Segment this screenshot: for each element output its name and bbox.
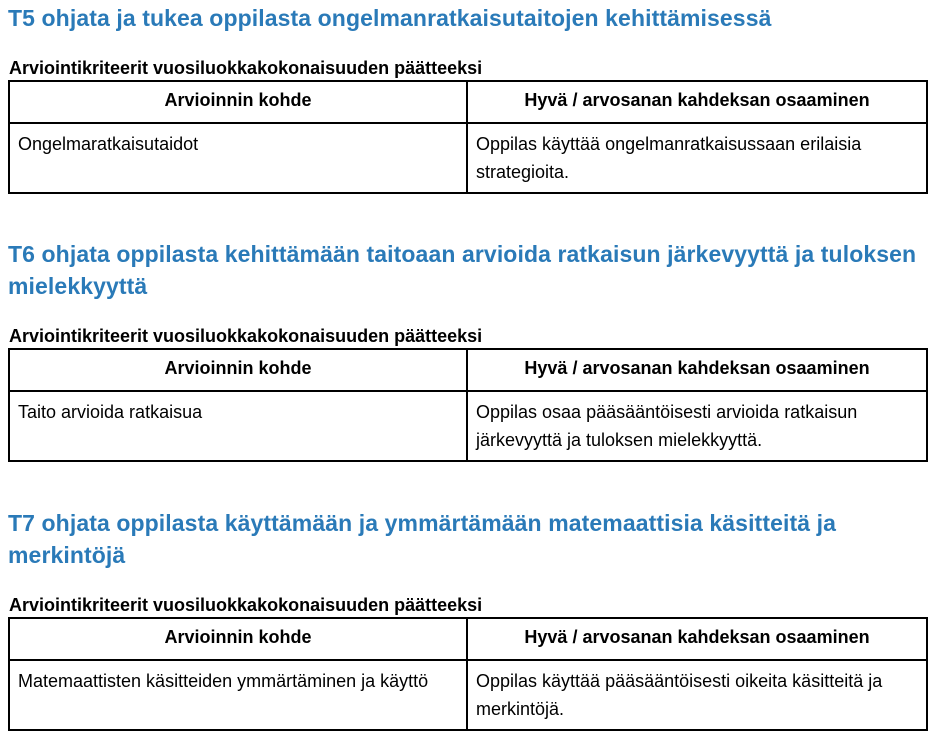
criteria-table xyxy=(8,348,928,462)
column-header-grade-eight: Hyvä / arvosanan kahdeksan osaaminen xyxy=(467,618,927,660)
section-t5 xyxy=(8,2,926,194)
section-t6 xyxy=(8,238,926,462)
cell-grade-eight: Oppilas käyttää pääsääntöisesti oikeita käsitteitä ja merkintöjä. xyxy=(467,660,927,730)
table-caption: Arviointikriteerit vuosiluokkakokonaisuuden päätteeksi xyxy=(9,326,483,346)
section-heading: T6 ohjata oppilasta kehittämään taitoaan arvioida ratkaisun järkevyyttä ja tuloksen mielekkyyttä xyxy=(8,241,917,299)
table-caption: Arviointikriteerit vuosiluokkakokonaisuuden päätteeksi xyxy=(9,58,483,78)
cell-grade-eight: Oppilas osaa pääsääntöisesti arvioida ratkaisun järkevyyttä ja tuloksen mielekkyyttä. xyxy=(467,391,927,461)
table-row xyxy=(9,123,927,193)
criteria-table xyxy=(8,617,928,731)
cell-target: Ongelmaratkaisutaidot xyxy=(9,123,467,193)
criteria-table xyxy=(8,80,928,194)
section-t7 xyxy=(8,507,926,731)
column-header-grade-eight: Hyvä / arvosanan kahdeksan osaaminen xyxy=(467,349,927,391)
table-row xyxy=(9,660,927,730)
table-header-row xyxy=(9,618,927,660)
cell-target: Matemaattisten käsitteiden ymmärtäminen ja käyttö xyxy=(9,660,467,730)
column-header-target: Arvioinnin kohde xyxy=(9,618,467,660)
table-caption: Arviointikriteerit vuosiluokkakokonaisuuden päätteeksi xyxy=(9,595,483,615)
section-heading: T7 ohjata oppilasta käyttämään ja ymmärtämään matemaattisia käsitteitä ja merkintöjä xyxy=(8,510,836,568)
table-header-row xyxy=(9,349,927,391)
table-header-row xyxy=(9,81,927,123)
column-header-target: Arvioinnin kohde xyxy=(9,81,467,123)
table-row xyxy=(9,391,927,461)
section-heading: T5 ohjata ja tukea oppilasta ongelmanratkaisutaitojen kehittämisessä xyxy=(8,5,772,31)
column-header-target: Arvioinnin kohde xyxy=(9,349,467,391)
column-header-grade-eight: Hyvä / arvosanan kahdeksan osaaminen xyxy=(467,81,927,123)
cell-grade-eight: Oppilas käyttää ongelmanratkaisussaan erilaisia strategioita. xyxy=(467,123,927,193)
cell-target: Taito arvioida ratkaisua xyxy=(9,391,467,461)
